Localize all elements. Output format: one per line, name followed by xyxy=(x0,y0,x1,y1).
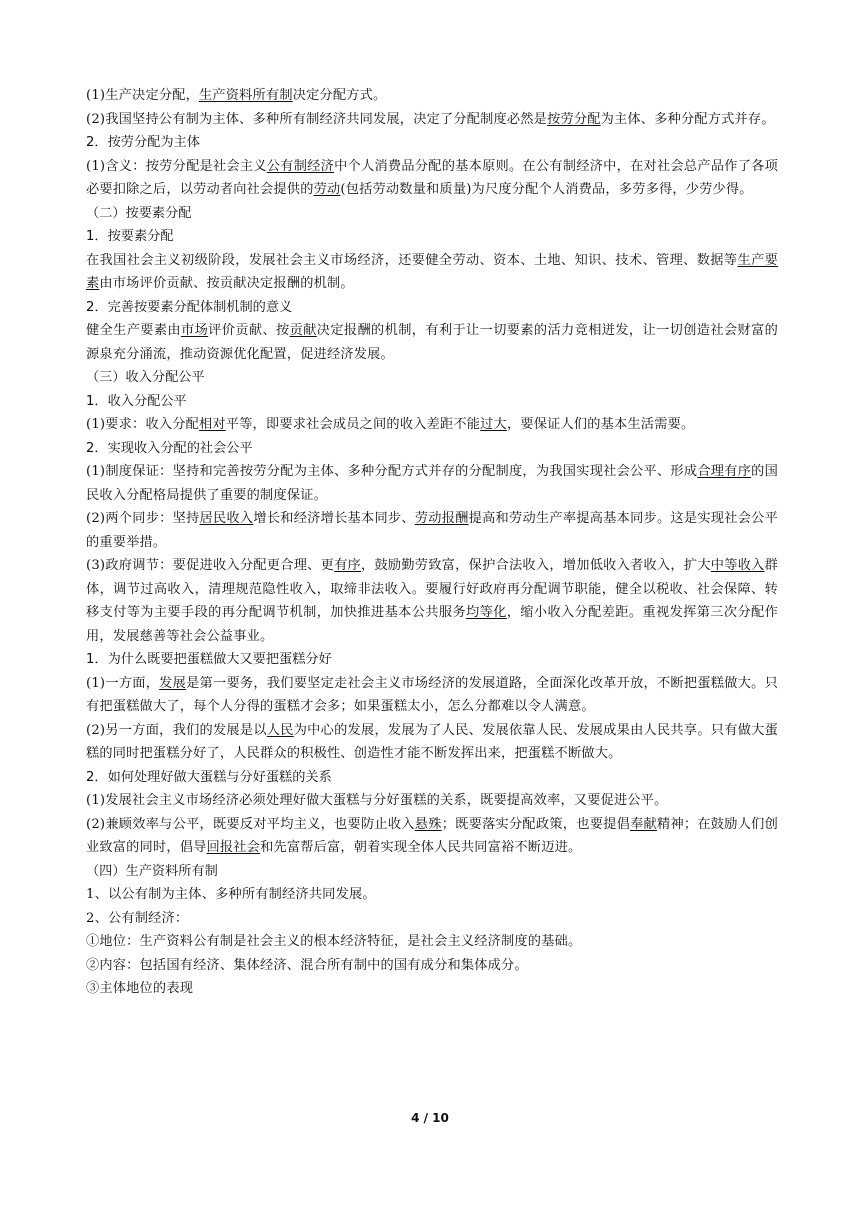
text-run: (1)要求：收入分配 xyxy=(86,417,199,432)
paragraph xyxy=(86,413,778,437)
text-run: (3)政府调节：要促进收入分配更合理、更 xyxy=(86,558,335,573)
underlined-keyword: 劳动 xyxy=(313,182,341,197)
text-run: (1)生产决定分配， xyxy=(86,88,199,103)
text-run: (2)兼顾效率与公平，既要反对平均主义，也要防止收入 xyxy=(86,816,415,832)
paragraph xyxy=(86,319,778,366)
underlined-keyword: 中等收入 xyxy=(710,558,765,573)
paragraph xyxy=(86,84,778,108)
text-run: （二）按要素分配 xyxy=(86,205,192,221)
text-run: 1、以公有制为主体、多种所有制经济共同发展。 xyxy=(86,887,376,902)
text-run: ③主体地位的表现 xyxy=(86,981,194,996)
paragraph xyxy=(86,930,778,954)
underlined-keyword: 居民收入 xyxy=(199,511,254,526)
paragraph xyxy=(86,249,778,296)
underlined-keyword: 贡献 xyxy=(289,323,317,338)
subsection-heading xyxy=(86,437,778,461)
paragraph xyxy=(86,460,778,507)
paragraph xyxy=(86,954,778,978)
text-run: 精神；在鼓励人们创业致富的同时，倡导 xyxy=(86,816,778,855)
text-run: 评价贡献、按 xyxy=(208,323,290,338)
text-run: (2)两个同步：坚持 xyxy=(86,511,200,526)
text-run: 提高和劳动生产率提高基本同步。这是实现社会公平的重要举措。 xyxy=(86,511,779,550)
text-run: 为中心的发展，发展为了人民、发展依靠人民、发展成果由人民共享。只有做大蛋糕的同时把蛋糕分好了，人民群众的积极性、创造性才能不断发挥出来，把蛋糕不断做大。 xyxy=(86,722,778,761)
text-run: 平等，即要求社会成员之间的收入差距不能 xyxy=(225,417,481,432)
underlined-keyword: 合理有序 xyxy=(697,464,752,479)
paragraph xyxy=(86,719,778,766)
text-run: 中个人消费品分配的基本原则。在公有制经济中，在对社会总产品作了各项必要扣除之后，以劳动者向社会提供的 xyxy=(86,158,778,197)
underlined-keyword: 悬殊 xyxy=(414,816,442,832)
underlined-keyword: 发展 xyxy=(159,675,187,691)
text-run: 在我国社会主义初级阶段，发展社会主义市场经济，还要健全劳动、资本、土地、知识、技术、管理、数据等 xyxy=(86,252,738,268)
text-run: （四）生产资料所有制 xyxy=(86,863,218,879)
section-heading xyxy=(86,860,778,884)
underlined-keyword: 有序 xyxy=(334,558,361,573)
text-run: 增长和经济增长基本同步、 xyxy=(253,511,415,526)
text-run: 1．为什么既要把蛋糕做大又要把蛋糕分好 xyxy=(86,652,332,667)
text-run: 由市场评价贡献、按贡献决定报酬的机制。 xyxy=(99,276,354,291)
paragraph xyxy=(86,155,778,202)
text-run: 健全生产要素由 xyxy=(86,323,182,338)
section-heading xyxy=(86,366,778,390)
text-run: (2)另一方面，我们的发展是以 xyxy=(86,722,267,738)
subsection-heading xyxy=(86,648,778,672)
document-body xyxy=(86,84,778,1001)
text-run: (2)我国坚持公有制为主体、多种所有制经济共同发展，决定了分配制度必然是 xyxy=(86,111,548,127)
text-run: 1．按要素分配 xyxy=(86,229,174,244)
text-run: 群体，调节过高收入，清理规范隐性收入，取缔非法收入。要履行好政府再分配调节职能，健全以税收、社会保障、转移支付等为主要手段的再分配调节机制，加快推进基本公共服务 xyxy=(86,558,778,620)
text-run: (1)含义：按劳分配是社会主义 xyxy=(86,158,267,174)
text-run: (包括劳动数量和质量)为尺度分配个人消费品，多劳多得，少劳少得。 xyxy=(340,182,753,197)
paragraph xyxy=(86,883,778,907)
underlined-keyword: 按劳分配 xyxy=(547,111,601,127)
text-run: ①地位：生产资料公有制是社会主义的根本经济特征，是社会主义经济制度的基础。 xyxy=(86,934,582,949)
text-run: 和先富帮后富，朝着实现全体人民共同富裕不断迈进。 xyxy=(260,840,582,855)
text-run: 2．完善按要素分配体制机制的意义 xyxy=(86,299,293,315)
section-heading xyxy=(86,202,778,226)
paragraph xyxy=(86,672,778,719)
subsection-heading xyxy=(86,296,778,320)
underlined-keyword: 回报社会 xyxy=(206,840,261,855)
text-run: (1)一方面， xyxy=(86,675,160,691)
underlined-keyword: 人民 xyxy=(266,722,294,738)
text-run: ，鼓励勤劳致富，保护合法收入，增加低收入者收入，扩大 xyxy=(360,558,711,573)
underlined-keyword: 公有制经济 xyxy=(266,158,335,174)
text-run: 决定报酬的机制，有利于让一切要素的活力竞相迸发，让一切创造社会财富的源泉充分涌流，推动资源优化配置，促进经济发展。 xyxy=(86,323,779,362)
page-number: 4 / 10 xyxy=(411,1111,449,1125)
underlined-keyword: 奉献 xyxy=(630,816,657,832)
underlined-keyword: 相对 xyxy=(199,417,226,432)
underlined-keyword: 生产要素 xyxy=(86,252,778,291)
text-run: 决定分配方式。 xyxy=(292,88,387,103)
text-run: 为主体、多种分配方式并存。 xyxy=(600,111,775,127)
subsection-heading xyxy=(86,131,778,155)
underlined-keyword: 过大 xyxy=(480,417,507,432)
underlined-keyword: 均等化 xyxy=(466,605,507,620)
text-run: 2．实现收入分配的社会公平 xyxy=(86,440,253,456)
text-run: 2．如何处理好做大蛋糕与分好蛋糕的关系 xyxy=(86,769,332,785)
paragraph xyxy=(86,789,778,813)
subsection-heading xyxy=(86,390,778,414)
text-run: ，要保证人们的基本生活需要。 xyxy=(506,417,695,432)
paragraph xyxy=(86,108,778,132)
text-run: 2、公有制经济： xyxy=(86,910,189,926)
paragraph xyxy=(86,554,778,648)
text-run: (1)制度保证：坚持和完善按劳分配为主体、多种分配方式并存的分配制度，为我国实现社会公平、形成 xyxy=(86,464,698,479)
text-run: 1．收入分配公平 xyxy=(86,393,187,409)
underlined-keyword: 劳动报酬 xyxy=(414,511,469,526)
text-run: （三）收入分配公平 xyxy=(86,370,205,385)
subsection-heading xyxy=(86,766,778,790)
text-run: ②内容：包括国有经济、集体经济、混合所有制中的国有成分和集体成分。 xyxy=(86,957,528,973)
subsection-heading xyxy=(86,225,778,249)
text-run: ；既要落实分配政策，也要提倡 xyxy=(441,816,631,832)
text-run: (1)发展社会主义市场经济必须处理好做大蛋糕与分好蛋糕的关系，既要提高效率，又要促进公平。 xyxy=(86,793,668,808)
text-run: 的国民收入分配格局提供了重要的制度保证。 xyxy=(86,464,778,503)
text-run: 2．按劳分配为主体 xyxy=(86,135,200,150)
underlined-keyword: 生产资料所有制 xyxy=(199,88,293,103)
text-run: ，缩小收入分配差距。重视发挥第三次分配作用，发展慈善等社会公益事业。 xyxy=(86,605,778,644)
paragraph xyxy=(86,907,778,931)
paragraph xyxy=(86,813,778,860)
paragraph xyxy=(86,977,778,1001)
text-run: 是第一要务，我们要坚定走社会主义市场经济的发展道路，全面深化改革开放，不断把蛋糕做大。只有把蛋糕做大了，每个人分得的蛋糕才会多；如果蛋糕太小，怎么分都难以令人满意。 xyxy=(86,675,779,714)
underlined-keyword: 市场 xyxy=(181,323,209,338)
paragraph xyxy=(86,507,778,554)
